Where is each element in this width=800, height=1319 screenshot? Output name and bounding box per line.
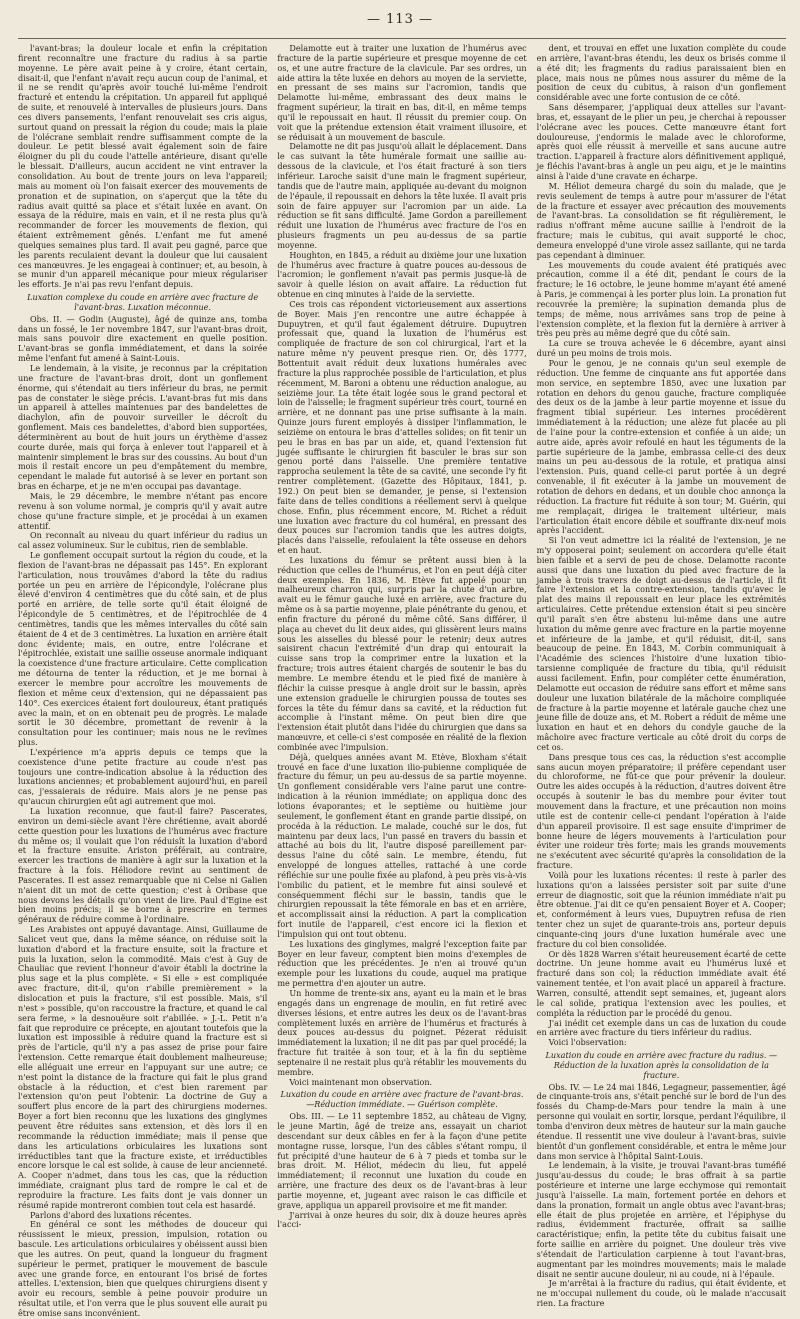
paragraph: Les mouvements du coude avaient été pratiqués avec précaution, comme il a été dit, pendant le cours de la fracture; le 16 octobre, le jeune homme m'ayant été amené à Paris, je commençai à les porter plus loin. La pronation fut recouvrée la première; la supination demanda plus de temps; de même, nous arrivâmes sans trop de peine à l'extension complète, et la flexion fut la dernière à arriver à très peu près au même degré que du côté sain. bbox=[536, 259, 786, 339]
paragraph: Obs. III. — Le 11 septembre 1852, au château de Vigny, le jeune Martin, âgé de treize ans, essayait un chariot descendant sur deux câbles en fer à la façon d'une petite montagne russe, lorsque, l'un des câbles s'étant rompu, il fut précipité d'une hauteur de 6 à 7 pieds et tomba sur le bras droit. M. Héliot, médecin du lieu, fut appelé immédiatement; il reconnut une luxation du coude en arrière, une fracture des deux os de l'avant-bras à leur partie moyenne, et, jugeant avec raison le cas difficile et grave, appliqua un appareil provisoire et me fit mander. bbox=[277, 1111, 527, 1210]
paragraph: M. Héliot demeura chargé du soin du malade, que je revis seulement de temps à autre pour m'assurer de l'état de la fracture et essayer avec précaution des mouvements de l'avant-bras. La consolidation se fit régulièrement, le radius n'offrant même aucune saillie à l'endroit de la fracture; mais le cubitus, qui avait supporté le choc, demeura enveloppé d'une virole assez saillante, qui ne tarda pas cependant à diminuer. bbox=[536, 180, 786, 260]
section-title: Luxation complexe du coude en arrière avec fracture de l'avant-bras. Luxation méconnue. bbox=[27, 292, 259, 312]
paragraph: Le lendemain, à la visite, je trouvai l'avant-bras tuméfié jusqu'au-dessus du coude; le bras offrait à sa partie postérieure et interne une large ecchymose qui remontait jusqu'à l'aisselle. La main, fortement portée en dehors et dans la pronation, formait un angle obtus avec l'avant-bras; elle était de plus projetée en arrière, et l'épiphyse du radius, évidemment fracturée, offrait sa saillie caractéristique; enfin, la petite tête du cubitus faisait une forte saillie en arrière du poignet. Une douleur très vive s'étendait de l'articulation carpienne à tout l'avant-bras, augmentant par les moindres mouvements; mais le malade disait ne sentir aucune douleur, ni au coude, ni à l'épaule. bbox=[536, 1160, 786, 1279]
paragraph: On reconnaît au niveau du quart inférieur du radius un cal assez volumineux. Sur le cubitus, rien de semblable. bbox=[18, 530, 268, 551]
paragraph: Pour le genou, je ne connais qu'un seul exemple de réduction. Une femme de cinquante ans fut apportée dans mon service, en septembre 1850, avec une luxation par rotation en dehors du genou gauche, fracture compliquée des deux os de la jambe à leur partie moyenne et issue du fragment tibial supérieur. Les internes procédèrent immédiatement à la réduction; une alèze fut placée au pli de l'aine pour la contre-extension et confiée à un aide; un autre aide, après avoir refoulé en haut les téguments de la partie supérieure de la jambe, embrassa celle-ci des deux mains un peu au-dessous de la rotule, et pratiqua ainsi l'extension. Puis, quand celle-ci parut portée à un degré convenable, il fit exécuter à la jambe un mouvement de rotation de dehors en dedans, et un double choc annonça la réduction. La fracture fut réduite à son tour; M. Guérin, qui me remplaçait, dirigea le traitement ultérieur, mais l'articulation était encore débile et souffrante dix-neuf mois après l'accident. bbox=[536, 358, 786, 536]
paragraph: Les luxations du fémur se prêtent aussi bien à la réduction que celles de l'humérus, et l'on en peut déjà citer deux exemples. En 1836, M. Etève fut appelé pour un malheureux charron qui, surpris par la chute d'un arbre, avait eu le fémur gauche luxé en arrière, avec fracture du même os à sa partie moyenne, plaie pénétrante du genou, et enfin fracture du péroné du même côté. Sans différer, il plaça au chevet du lit deux aides, qui glissèrent leurs mains sous les aisselles du blessé pour le retenir; deux autres saisirent chacun l'extrémité d'un drap qui entourait la cuisse sans trop la comprimer entre la luxation et la fracture; trois autres étaient chargés de soutenir le bas du membre. Le membre étendu et le pied fixé de manière à fléchir la cuisse presque à angle droit sur le bassin, après une extension graduelle le chirurgien poussa de toutes ses forces la tête du fémur dans sa cavité, et la réduction fut accomplie à l'instant même. On peut bien dire que l'extension était plutôt dans l'idée du chirurgien que dans sa manœuvre, et celle-ci s'est composée en réalité de la flexion combinée avec l'impulsion. bbox=[277, 554, 527, 752]
text-columns bbox=[18, 43, 786, 1318]
paragraph: Les Arabistes ont appuyé davantage. Ainsi, Guillaume de Salicet veut que, dans la même séance, on réduise soit la luxation d'abord et la fracture ensuite, soit la fracture et puis la luxation, selon la commodité. Mais c'est à Guy de Chauliac que revient l'honneur d'avoir établi la doctrine la plus sage et la plus complète. « Si elle » est compliquée avec fracture, dit-il, qu'on r'abille premièrement » la dislocation et puis la fracture, s'il est possible. Mais, s'il n'est » possible, qu'on raccoustre la fracture, et quand le cal sera ferme, » la desnouëure soit r'abillée. » J.-L. Petit n'a fait que reproduire ce précepte, en ajoutant toutefois que la luxation est impossible à réduire quand la fracture est si près de l'article, qu'il n'y a pas assez de prise pour faire l'extension. Cette remarque était doublement malheureuse; elle alléguait une erreur en l'appuyant sur une autre; ce n'est point la distance de la fracture qui fait le plus grand obstacle à la réduction, et c'est bien rarement par l'extension qu'on peut l'obtenir. La doctrine de Guy a souffert plus encore de la part des chirurgiens modernes. Boyer a fort bien reconnu que les luxations des ginglymes peuvent être réduites sans extension, et dès lors il en recommande la réduction immédiate; mais il pense que dans les articulations orbiculaires les luxations sont irréductibles tant que la fracture existe, et irréductibles encore lorsque le cal est solide, à cause de leur ancienneté. A. Cooper n'admet, dans tous les cas, que la réduction immédiate, craignant plus tard de rompre le cal et de reproduire la fracture. Les faits dont je vais donner un résumé rapide montreront combien tout cela est hasardé. bbox=[18, 924, 268, 1210]
paragraph: Voilà pour les luxations récentes: il reste à parler des luxations qu'on a laissées persister soit par suite d'une erreur de diagnostic, soit que la réunion immédiate n'ait pu être obtenue. J'ai dit ce qu'en pensaient Boyer et A. Cooper; et, conformément à leurs vues, Dupuytren refusa de rien tenter chez un sujet de quarante-trois ans, porteur depuis cinquante-cinq jours d'une luxation humérale avec une fracture du col bien consolidée. bbox=[536, 869, 786, 949]
paragraph: Delamotte eut à traiter une luxation de l'humérus avec fracture de la partie supérieure et presque moyenne de cet os, et une autre fracture de la clavicule. Par ses ordres, un aide attira la tête luxée en dehors au moyen de la serviette, en pressant de ses mains sur l'acromion, tandis que Delamotte lui-même, embrassant des deux mains le fragment supérieur, la tirait en bas, dit-il, en même temps qu'il le repoussait en haut. Il réussit du premier coup. On voit que la prétendue extension était vraiment illusoire, et se réduisait à un mouvement de bascule. bbox=[277, 43, 527, 142]
paragraph: Voici l'observation: bbox=[548, 1037, 627, 1048]
paragraph: Sans désemparer, j'appliquai deux attelles sur l'avant-bras, et, essayant de le plier un peu, je cherchai à repousser l'olécrane avec les pouces. Cette manœuvre étant fort douloureuse, j'endormis le malade avec le chloroforme, après quoi elle réussit à merveille et sans aucune autre traction. L'appareil à fracture alors définitivement appliqué, je fléchis l'avant-bras à angle un peu aigu, et je le maintins ainsi à l'aide d'une cravate en écharpe. bbox=[536, 102, 786, 181]
paragraph: L'expérience m'a appris depuis ce temps que la coexistence d'une petite fracture au coude n'est pas toujours une contre-indication absolue à la réduction des luxations anciennes; et probablement aujourd'hui, en pareil cas, j'essaierais de réduire. Mais alors je ne pense pas qu'aucun chirurgien eût agi autrement que moi. bbox=[18, 746, 268, 807]
paragraph: dent, et trouvai en effet une luxation complète du coude en arrière, l'avant-bras étendu, les deux os brisés comme il a été dit; les fragments du radius paraissaient bien en place, mais nous ne pûmes nous assurer du même de la position de ceux du cubitus, à raison d'un gonflement considérable avec une forte contusion de ce côté. bbox=[536, 43, 786, 103]
paragraph: Or dès 1828 Warren s'était heureusement écarté de cette doctrine. Un jeune homme avait eu l'humérus luxé et fracturé dans son col; la réduction immédiate avait été vainement tentée, et l'on avait placé un appareil à fracture. Warren, consulté, attendit sept semaines, et, jugeant alors le cal solide, pratiqua l'extension avec les poulies, et compléta la réduction par le procédé du genou. bbox=[536, 948, 786, 1018]
column-right bbox=[536, 43, 786, 1309]
paragraph: Le gonflement occupait surtout la région du coude, et la flexion de l'avant-bras ne dépassait pas 145°. En explorant l'articulation, nous trouvâmes d'abord la tête du radius portée un peu en arrière de l'épicondyle, l'olécrane plus élevé d'environ 4 centimètres que du côté sain, et de plus porté en arrière, de telle sorte qu'il était éloigné de l'épicondyle de 5 centimètres, et de l'épitrochlée de 4 centimètres, tandis que les mêmes intervalles du côté sain étaient de 4 et de 3 centimètres. La luxation en arrière était donc évidente; mais, en outre, entre l'olécrane et l'épitrochlée, existait une saillie osseuse anormale indiquant la coexistence d'une fracture articulaire. Cette complication me détourna de tenter la réduction, et je me bornai à exercer le membre pour accroître les mouvements de flexion et même ceux d'extension, qui ne dépassaient pas 140°. Ces exercices étaient fort douloureux, étant pratiqués avec la main, et on en obtenait peu de progrès. Le malade sortit le 30 décembre, promettant de revenir à la consultation pour les continuer; mais nous ne le revîmes plus. bbox=[18, 550, 268, 748]
section-title: Luxation du coude en arrière avec fracture de l'avant-bras.—Réduction immédiate. — Guérison complète. bbox=[280, 1089, 524, 1110]
paragraph: Je m'arrêtai à la fracture du radius, qui était évidente, et ne m'occupai nullement du coude, où le malade n'accusait rien. La fracture bbox=[536, 1278, 786, 1309]
header-rule bbox=[18, 38, 786, 39]
paragraph: l'avant-bras; la douleur locale et enfin la crépitation firent reconnaître une fracture du radius à sa partie moyenne. Le père avait peine à y croire, étant certain, disait-il, que l'enfant n'avait reçu aucun coup de l'animal, et il ne se rendit qu'après avoir touché lui-même l'endroit fracturé et entendu la crépitation. Un appareil fut appliqué de suite, et renouvelé à intervalles de plusieurs jours. Dans ces divers pansements, l'enfant renouvelait ses cris aigus, surtout quand on pressait la région du coude; mais la plaie de l'olécrane semblait rendre suffisamment compte de la douleur. Le petit blessé avait également soin de faire éloigner du pli du coude l'attelle antérieure, disant qu'elle le blessait. D'ailleurs, aucun accident ne vint entraver la consolidation. Au bout de trente jours on leva l'appareil; mais au moment où l'on faisait exercer des mouvements de pronation et de supination, on s'aperçut que la tête du radius avait quitté sa place et s'était luxée en avant. On essaya de la réduire, mais en vain, et il ne resta plus qu'à recommander de forcer les mouvements de flexion, qui étaient extrêmement gênés. L'enfant me fut amené quelques semaines plus tard. Il avait peu gagné, parce que les parents reculaient devant la douleur que lui causaient ces manœuvres. Je les engageai à continuer; et, au besoin, à se munir d'un appareil mécanique pour mieux régulariser les efforts. Je n'ai pas revu l'enfant depuis. bbox=[18, 43, 268, 290]
paragraph: La cure se trouva achevée le 6 décembre, ayant ainsi duré un peu moins de trois mois. bbox=[536, 338, 786, 359]
paragraph: Obs. II. — Godin (Auguste), âgé de quinze ans, tomba dans un fossé, le 1er novembre 1847, sur l'avant-bras droit, mais sans pouvoir dire exactement en quelle position. L'avant-bras se gonfla immédiatement, et dans la soirée même l'enfant fut amené à Saint-Louis. bbox=[18, 313, 268, 364]
paragraph: Houghton, en 1845, a réduit au dixième jour une luxation de l'humérus avec fracture à quatre pouces au-dessous de l'acromion; le gonflement n'avait pas permis jusque-là de savoir à quelle lésion on avait affaire. La réduction fut obtenue en cinq minutes à l'aide de la serviette. bbox=[277, 249, 527, 300]
paragraph: Les luxations des ginglymes, malgré l'exception faite par Boyer en leur faveur, comptent bien moins d'exemples de réduction que les précédentes. Je n'en ai trouvé qu'un exemple pour les luxations du coude, auquel ma pratique me permettra d'en ajouter un autre. bbox=[277, 938, 527, 989]
paragraph: Parlons d'abord des luxations récentes. bbox=[30, 1209, 192, 1220]
paragraph: Dans presque tous ces cas, la réduction s'est accomplie sans aucun moyen préparatoire; il préfère cependant user du chloroforme, ne fût-ce que pour prévenir la douleur. Outre les aides occupés à la réduction, d'autres doivent être occupés à soutenir le bas du membre pour éviter tout mouvement dans la fracture, et une précaution non moins utile est de contenir celle-ci pendant l'opération à l'aide d'un appareil provisoire. Il est sage ensuite d'imprimer de bonne heure de légers mouvements à l'articulation pour éviter une roideur très forte; mais les grands mouvements ne s'exécutent avec sécurité qu'après la consolidation de la fracture. bbox=[536, 751, 786, 871]
page-number-header: — 113 — bbox=[366, 12, 434, 27]
paragraph: Delamotte ne dit pas jusqu'où allait le déplacement. Dans le cas suivant la tête humérale formait une saillie au-dessous de la clavicule, et l'os était fracturé à son tiers inférieur. Laroche saisit d'une main le fragment supérieur, tandis que de l'autre main, appliquée au-devant du moignon de l'épaule, il repoussait en dehors la tête luxée. Il avait pris soin de faire appuyer sur l'acromion par un aide. La réduction se fit sans difficulté. Jame Gordon a pareillement réduit une luxation de l'humérus avec fracture de l'os en plusieurs fragments un peu au-dessus de sa partie moyenne. bbox=[277, 141, 527, 250]
paragraph: En général ce sont les méthodes de douceur qui réussissent le mieux, pression, impulsion, rotation ou bascule. Les articulations orbiculaires y obéissent aussi bien que les autres. On peut, quand la longueur du fragment supérieur le permet, pratiquer le mouvement de bascule avec une grande force, en entourant l'os brisé de fortes attelles. L'extension, bien que quelques chirurgiens disent y avoir eu recours, semble à peine pouvoir produire un résultat utile, et l'on verra que le plus souvent elle aurait pu être omise sans inconvénient. bbox=[18, 1219, 268, 1318]
paragraph: La luxation reconnue, que faut-il faire? Pascerates, environ un demi-siècle avant l'ère chrétienne, avait abordé cette question pour les luxations de l'humérus avec fracture du même os; il voulait que l'on réduisît la luxation d'abord et la fracture ensuite. Ariston préférait, au contraire, exercer les tractions de manière à agir sur la luxation et la fracture à la fois. Héliodore revint au sentiment de Pascerates. Il est assez remarquable que ni Celse ni Galien n'aient dit un mot de cette question; c'est à Oribase que nous devons les détails qu'on vient de lire. Paul d'Egine est bien moins précis; il se borne à prescrire en termes généraux de réduire comme à l'ordinaire. bbox=[18, 805, 268, 925]
paragraph: J'ai inédit cet exemple dans un cas de luxation du coude en arrière avec fracture du tiers inférieur du radius. bbox=[536, 1017, 786, 1038]
paragraph: Si l'on veut admettre ici la réalité de l'extension, je ne m'y opposerai point; seulement on accordera qu'elle était bien faible et a servi de peu de chose. Delamotte raconte aussi que dans une luxation du pied avec fracture de la jambe à trois travers de doigt au-dessus de l'article, il fit faire l'extension et la contre-extension, tandis qu'avec le plat des mains il repoussait en leur place les extrémités articulaires. Cette prétendue extension était si peu sincère qu'il paraît s'en être abstenu lui-même dans une autre luxation du même genre avec fracture en la partie moyenne et inférieure de la jambe, et qu'il réduisit, dit-il, sans beaucoup de peine. En 1843, M. Corbin communiquait à l'Académie des sciences l'histoire d'une luxation tibio-tarsienne compliquée de fracture du tibia, qu'il réduisit aussi facilement. Enfin, pour compléter cette énumération, Delamotte eut occasion de réduire sans effort et même sans douleur une luxation bilatérale de la mâchoire compliquée de fracture à la partie moyenne et latérale gauche chez une jeune fille de douze ans, et M. Robert a réduit de même une luxation en haut et en dehors du condyle gauche de la mâchoire avec fracture verticale au côté droit du corps de cet os. bbox=[536, 535, 786, 752]
paragraph: Mais, le 29 décembre, le membre n'étant pas encore revenu à son volume normal, je compris qu'il y avait autre chose qu'une fracture simple, et je procédai à un examen attentif. bbox=[18, 490, 268, 531]
column-left bbox=[18, 43, 268, 1318]
paragraph: Ces trois cas répondent victorieusement aux assertions de Boyer. Mais j'en rencontre une autre échappée à Dupuytren, et qu'il faut également détruire. Dupuytren professait que, quand la luxation de l'humérus est compliquée de fracture de son col chirurgical, l'art et la nature même n'y peuvent presque rien. Or, dès 1777, Bottentuit avait réduit deux luxations humérales avec fracture la plus rapprochée possible de l'articulation, et plus récemment, M. Baroni a obtenu une réduction analogue, au seizième jour. La tête était logée sous le grand pectoral et loin de l'aisselle; le fragment supérieur très court, tourné en arrière, et ne donnant pas une prise suffisante à la main. Quinze jours furent employés à dissiper l'inflammation, le seizième on entoura le bras d'attelles solides; on fit tenir un peu le bras en bas par un aide, et, quand l'extension fut jugée suffisante le chirurgien fit basculer le bras sur son genou porté dans l'aisselle. Une première tentative rapprocha seulement la tête de sa cavité, une seconde l'y fit rentrer complètement. (Gazette des Hôpitaux, 1841, p. 192.) On peut bien se demander, je pense, si l'extension faite dans de telles conditions a réellement servi à quelque chose. Enfin, plus récemment encore, M. Richet a réduit une luxation avec fracture du col huméral, en pressant des deux pouces sur l'acromion tandis que les autres doigts, placés dans l'aisselle, refoulaient la tête osseuse en dehors et en haut. bbox=[277, 298, 527, 556]
paragraph: Un homme de trente-six ans, ayant eu la main et le bras engagés dans un engrenage de moulin, en fut retiré avec diverses lésions, et entre autres les deux os de l'avant-bras complètement luxés en arrière de l'humérus et fracturés à deux pouces au-dessus du poignet. Pézerat réduisit immédiatement la luxation; il ne dit pas par quel procédé; la fracture fut traitée à son tour, et à la fin du septième septenaire il ne restait plus qu'à rétablir les mouvements du membre. bbox=[277, 988, 527, 1077]
section-title: Luxation du coude en arrière avec fracture du radius. — Réduction de la luxation après la consolidation de la fracture. bbox=[545, 1050, 778, 1080]
paragraph: Déjà, quelques années avant M. Etève, Bloxham s'était trouvé en face d'une luxation ilio-pubienne compliquée de fracture du fémur, un peu au-dessus de sa partie moyenne. Un gonflement considérable vers l'aine parut une contre-indication à la réunion immédiate; on appliqua donc des lotions évaporantes; et le septième ou huitième jour seulement, le gonflement étant en grande partie dissipé, on procéda à la réduction. Le malade, couché sur le dos, fut maintenu par deux lacs, l'un passé en travers du bassin et attaché au bois du lit, l'autre disposé pareillement par-dessus l'aine du côté sain. Le membre, étendu, fut enveloppé de longues attelles, rattaché à une corde réfléchie sur une poulie fixée au plafond, à peu près vis-à-vis l'ombilic du patient, et le membre fut ainsi soulevé et conséquemment fléchi sur le bassin, tandis que le chirurgien repoussait la tête fémorale en bas et en arrière, et accomplissait ainsi la réduction. A part la complication fort inutile de l'appareil, c'est encore ici la flexion et l'impulsion qui ont tout obtenu. bbox=[277, 751, 527, 939]
paragraph: J'arrivai à onze heures du soir, dix à douze heures après l'acci- bbox=[277, 1209, 527, 1230]
paragraph: Voici maintenant mon observation. bbox=[289, 1076, 433, 1087]
paragraph: Obs. IV. — Le 24 mai 1846, Legagneur, passementier, âgé de cinquante-trois ans, s'était penché sur le bord de l'un des fossés du Champ-de-Mars pour tendre la main à une personne qui voulait en sortir, lorsque, perdant l'équilibre, il tomba d'environ deux mètres de hauteur sur la main gauche étendue. Il ressentit une vive douleur à l'avant-bras, suivie bientôt d'un gonflement considérable, et entra le même jour dans mon service à l'hôpital Saint-Louis. bbox=[536, 1081, 786, 1161]
paragraph: Le lendemain, à la visite, je reconnus par la crépitation une fracture de l'avant-bras droit, dont un gonflement énorme, qui s'étendait au tiers inférieur du bras, ne permit pas de constater le siège précis. L'avant-bras fut mis dans un appareil à attelles maintenues par des bandelettes de diachylon, afin de pouvoir surveiller le décroît du gonflement. Mais ces bandelettes, d'abord bien supportées, déterminèrent au bout de huit jours un érythème d'assez courte durée, mais qui força à enlever tout l'appareil et à maintenir simplement le bras sur des coussins. Au bout d'un mois il restait encore un peu d'empâtement du membre, cependant le malade fut autorisé à se lever en portant son bras en écharpe, et je ne m'en occupai pas davantage. bbox=[18, 363, 268, 492]
column-middle bbox=[277, 43, 527, 1230]
